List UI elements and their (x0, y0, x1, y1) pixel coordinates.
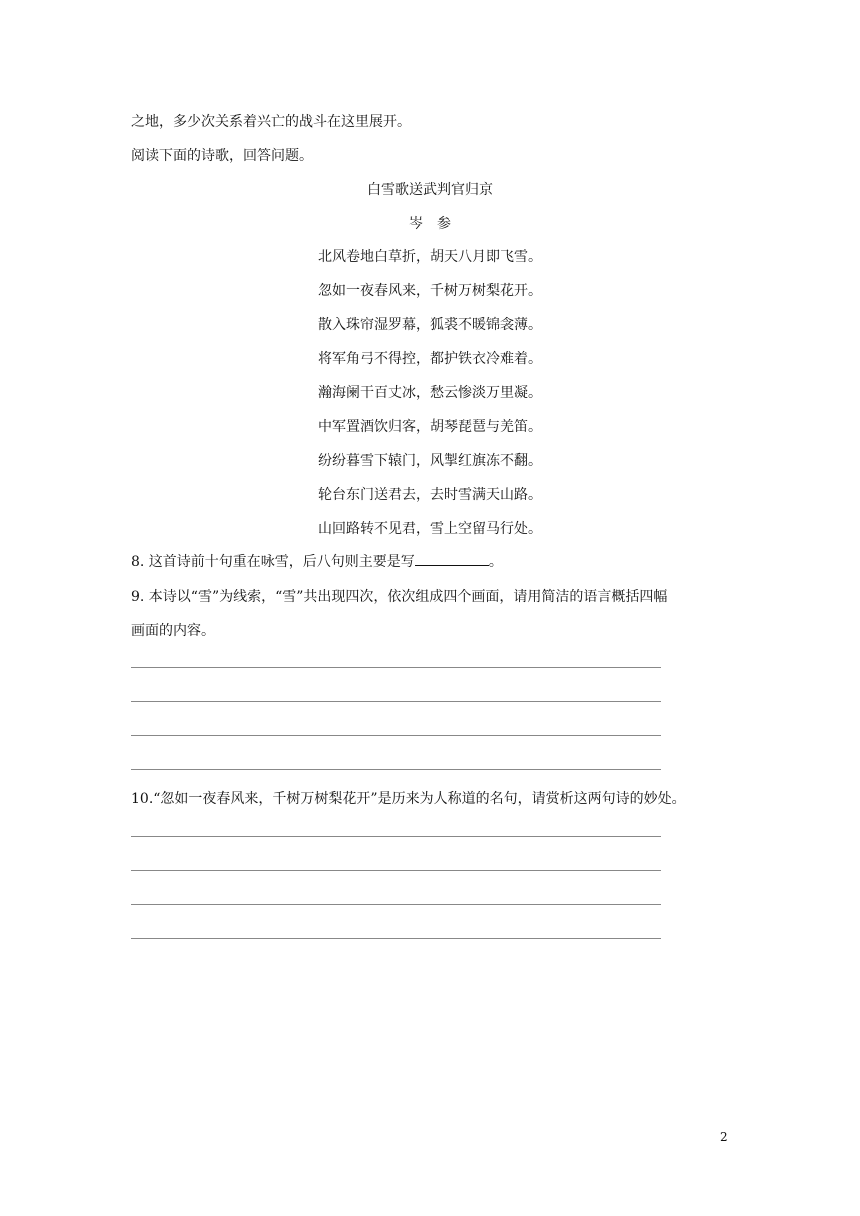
question-8 (131, 553, 503, 571)
answer-line-q10[interactable] (131, 836, 661, 837)
poem-line: 瀚海阑干百丈冰，愁云惨淡万里凝。 (318, 385, 542, 401)
page-number: 2 (720, 1130, 728, 1144)
poem-line: 北风卷地白草折，胡天八月即飞雪。 (318, 249, 542, 265)
poem-line: 散入珠帘湿罗幕，狐裘不暖锦衾薄。 (318, 317, 542, 333)
poem-title: 白雪歌送武判官归京 (367, 182, 493, 198)
intro-continuation: 之地，多少次关系着兴亡的战斗在这里展开。 (131, 114, 411, 130)
poem-line: 山回路转不见君，雪上空留马行处。 (318, 521, 542, 537)
poem-author: 岑 参 (409, 216, 451, 232)
poem-line: 将军角弓不得控，都护铁衣冷难着。 (318, 351, 542, 367)
question-10: 10.“忽如一夜春风来，千树万树梨花开”是历来为人称道的名句，请赏析这两句诗的妙处。 (131, 791, 686, 807)
poem-line: 忽如一夜春风来，千树万树梨花开。 (318, 283, 542, 299)
question-8-suffix: 。 (488, 554, 503, 570)
poem-line: 纷纷暮雪下辕门，风掣红旗冻不翻。 (318, 453, 542, 469)
question-8-prefix: 8. 这首诗前十句重在咏雪，后八句则主要是写 (131, 554, 415, 570)
poem-line: 中军置酒饮归客，胡琴琵琶与羌笛。 (318, 419, 542, 435)
poem-body (0, 240, 860, 546)
poem-line: 轮台东门送君去，去时雪满天山路。 (318, 487, 542, 503)
reading-instruction: 阅读下面的诗歌，回答问题。 (131, 148, 313, 164)
answer-line-q10[interactable] (131, 870, 661, 871)
answer-line-q9[interactable] (131, 735, 661, 736)
answer-line-q9[interactable] (131, 667, 661, 668)
answer-line-q9[interactable] (131, 769, 661, 770)
question-9-line-1: 9. 本诗以“雪”为线索，“雪”共出现四次，依次组成四个画面，请用简洁的语言概括四幅 (131, 589, 668, 605)
question-9-line-2: 画面的内容。 (131, 623, 215, 639)
answer-line-q10[interactable] (131, 938, 661, 939)
answer-line-q9[interactable] (131, 701, 661, 702)
answer-line-q10[interactable] (131, 904, 661, 905)
question-8-blank[interactable] (415, 553, 489, 566)
